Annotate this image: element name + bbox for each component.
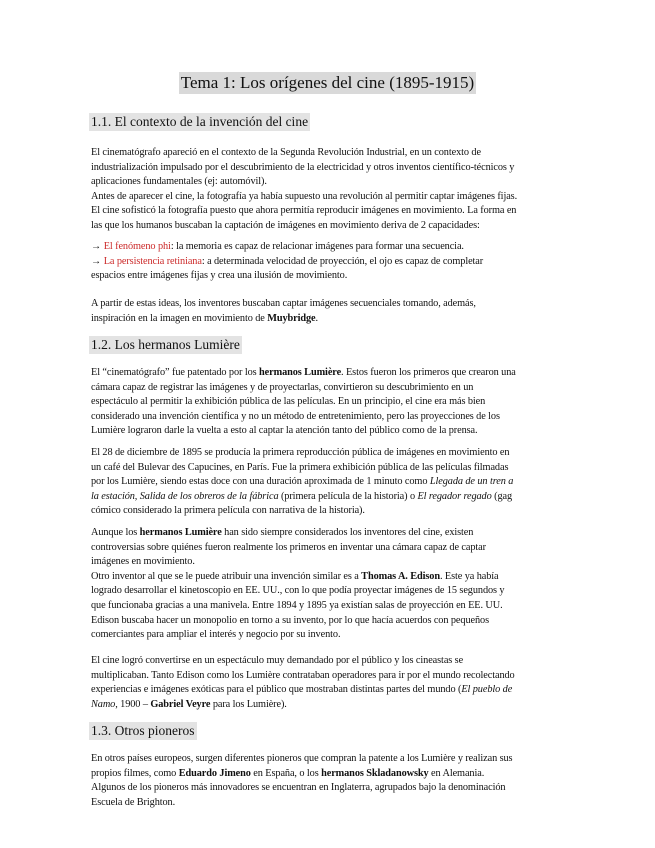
text-run: inspiración en la imagen en movimiento de [91,312,268,324]
film-title: Namo [91,698,116,710]
text-line: logrado desarrollar el kinetoscopio en EE. UU., con lo que podía proyectar imágenes de 15 segundos y [91,585,505,597]
film-title: Llegada de un tren a [429,476,514,488]
text-line: El 28 de diciembre de 1895 se producía la primera reproducción pública de imágenes en movimiento en [91,447,510,458]
text-line: industrialización impulsado por el descubrimiento de la electricidad y otros inventos científico-técnicos y [91,161,515,173]
text-run: , 1900 – [115,698,151,710]
name-lumiere: hermanos Lumière [139,527,222,538]
document-title-text: Tema 1: Los orígenes del cine (1895-1915) [180,73,475,92]
text-run: propios filmes, como [91,767,179,779]
text-line: Antes de aparecer el cine, la fotografía ya había supuesto una revolución al permitir captar imágenes fijas. [91,190,518,202]
capacity-persistence [91,255,571,270]
capacities-list [91,240,571,284]
text-line: El cinematógrafo apareció en el contexto de la Segunda Revolución Industrial, en un contexto de [91,147,481,158]
text-line: controversias sobre quiénes fueron realmente los primeros en inventar una cámara capaz de captar [91,541,486,553]
paragraph-context [91,146,571,234]
capacity-persistence-text: : a determinada velocidad de proyección, el ojo es capaz de completar [201,255,484,267]
text-run: . Estos fueron los primeros que crearon una [341,367,516,378]
text-run: (gag [491,490,513,502]
text-line [91,526,571,541]
text-line: El cine sofisticó la fotografía puesto que ahora permitía reproducir imágenes en movimiento. La forma en [91,205,517,217]
term-persistence: La persistencia retiniana [103,255,202,267]
text-line: las que los humanos buscaban la captación de imágenes en movimiento deriva de 2 capacidades: [91,219,480,231]
text-run: . Este ya había [439,570,499,582]
text-run: El “cinematógrafo” fue patentado por los [91,367,260,378]
text-line: espacios entre imágenes fijas y crea una ilusión de movimiento. [91,270,348,282]
text-line: cómico considerado la primera película con narrativa de la historia). [91,505,365,517]
text-line: En otros países europeos, surgen diferentes pioneros que compran la patente a los Lumière y realizan sus [91,753,513,764]
text-line [91,767,571,782]
arrow-icon: → [91,241,102,252]
text-line [91,683,571,698]
film-title: El regador regado [417,490,492,502]
name-edison: Thomas A. Edison [361,570,440,582]
text-line [91,475,571,490]
text-run: han sido siempre considerados los inventores del cine, existen [221,527,474,538]
text-line: cámara capaz de registrar las imágenes y de proyectarlas, convirtieron su descubrimiento en un [91,381,474,393]
text-line [91,366,571,381]
text-line: Edison buscaba hacer un monopolio en torno a su invento, por lo que hacía acuerdos con pequeños [91,614,489,626]
section-heading-pioneers: 1.3. Otros pioneros [91,723,195,738]
paragraph-cinematograph [91,366,571,439]
name-lumiere: hermanos Lumière [259,367,342,378]
text-line: comerciantes para ampliar el interés y negocio por su invento. [91,629,341,641]
name-skladanowsky: hermanos Skladanowsky [321,767,429,779]
text-line: A partir de estas ideas, los inventores buscaban captar imágenes secuenciales tomando, además, [91,298,476,309]
text-line: Escuela de Brighton. [91,796,176,808]
text-line: un café del Bulevar des Capucines, en París. Fue la primera exhibición pública de las películas filmadas [91,461,509,473]
arrow-icon: → [91,255,102,267]
text-line: Algunos de los pioneros más innovadores se encuentran en Inglaterra, agrupados bajo la denominación [91,782,506,794]
capacity-phi [91,240,571,255]
text-run: (primera película de la historia) o [278,490,418,502]
text-line: Lumière lograron darle la vuelta a esto al captar la atención tanto del público como de la prensa. [91,425,478,437]
text-line [91,570,571,585]
text-line: multiplicaban. Tanto Edison como los Lumière contrataban operadores para ir por el mundo recolectando [91,669,515,681]
text-line [91,490,571,505]
name-jimeno: Eduardo Jimeno [178,767,251,779]
film-title: El pueblo de [461,684,513,696]
text-line [91,698,571,713]
text-run: Aunque los [91,527,140,538]
paragraph-first-screening [91,446,571,519]
text-run: para los Lumière). [210,698,287,710]
text-run: en Alemania. [428,767,485,779]
name-veyre: Gabriel Veyre [150,698,211,710]
text-line: imágenes en movimiento. [91,556,195,568]
text-line: El cine logró convertirse en un espectáculo muy demandado por el público y los cineastas se [91,655,464,666]
name-muybridge: Muybridge [267,312,316,324]
text-line: considerado una invención científica y no un método de entretenimiento, pero las proyecciones de los [91,410,500,422]
text-line: aplicaciones fundamentales (ej: automóvil). [91,176,267,188]
paragraph-pioneers [91,752,571,810]
text-line [91,312,571,327]
film-title: la estación, Salida de los obreros de la fábrica [91,490,279,502]
text-run: . [315,312,319,324]
section-heading-context: 1.1. El contexto de la invención del cine [91,114,309,129]
paragraph-operators [91,654,571,712]
text-run: Otro inventor al que se le puede atribuir una invención similar es a [91,570,362,582]
text-line: que funcionaba gracias a una manivela. Entre 1894 y 1895 ya existían salas de proyección en EE. UU. [91,599,503,611]
text-run: en España, o los [250,767,322,779]
section-heading-lumiere: 1.2. Los hermanos Lumière [91,337,240,352]
document-title [0,72,655,94]
text-run: experiencias e imágenes exóticas para el público que mostraban distintas partes del mundo ( [91,684,462,696]
paragraph-muybridge [91,297,571,326]
text-line: espectáculo al permitir la exhibición pública de las películas. En un principio, el cine era más bien [91,396,486,408]
term-phi: El fenómeno phi [103,241,171,252]
text-run: por los Lumière, siendo estas doce con una duración aproximada de 1 minuto como [91,476,430,488]
capacity-phi-text: : la memoria es capaz de relacionar imágenes para formar una secuencia. [170,241,464,252]
paragraph-edison [91,526,571,643]
